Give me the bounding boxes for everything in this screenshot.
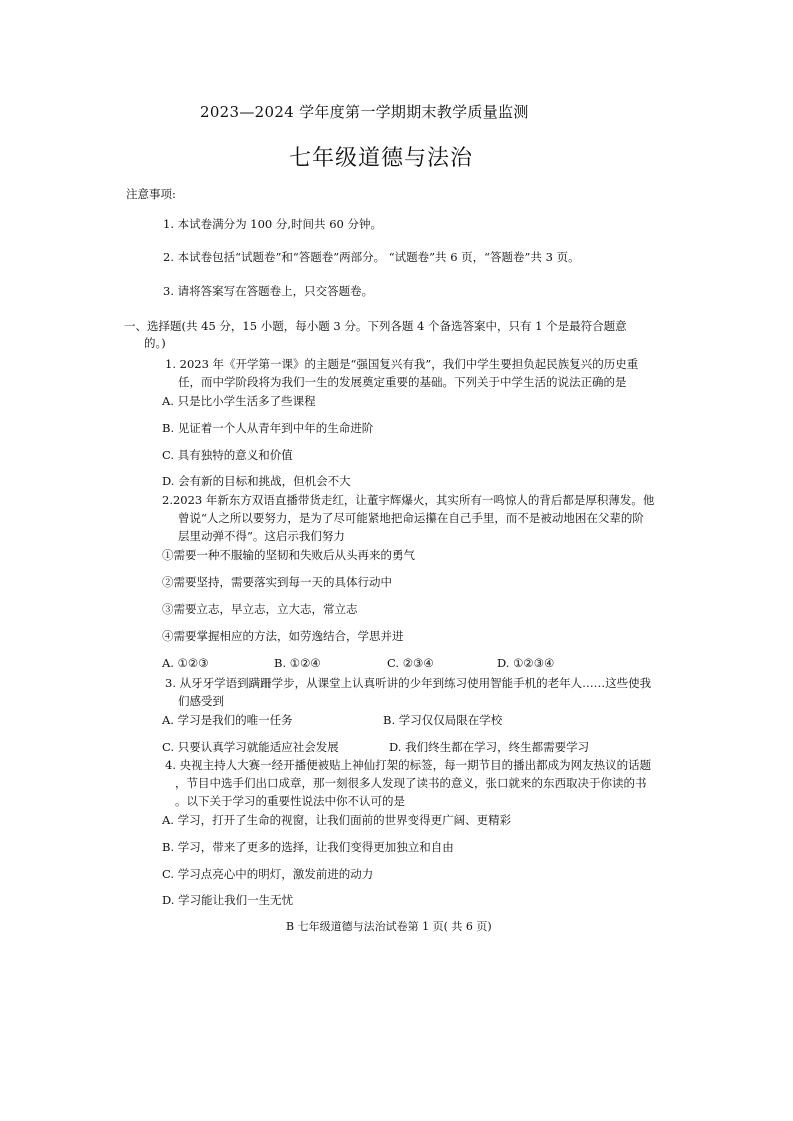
notice-item: 3. 请将答案写在答题卷上，只交答题卷。: [163, 284, 374, 298]
option-a: A. ①②③: [162, 656, 209, 670]
option-d: D. 我们终生都在学习，终生都需要学习: [389, 740, 590, 754]
page-footer: B 七年级道德与法治试卷第 1 页( 共 6 页): [286, 920, 492, 933]
section-heading: 一、选择题(共 45 分，15 小题，每小题 3 分。下列各题 4 个备选答案中，只有 1 个是最符合题意: [124, 319, 627, 333]
option-c: C. 只要认真学习就能适应社会发展: [162, 740, 339, 754]
question-stem: 3. 从牙牙学语到蹒跚学步，从课堂上认真听讲的少年到练习使用智能手机的老年人……这些使我: [165, 676, 652, 690]
question-stem: 1. 2023 年《开学第一课》的主题是“强国复兴有我”，我们中学生要担负起民族复兴的历史重: [165, 357, 639, 371]
question-stem: 任，而中学阶段将为我们一生的发展奠定重要的基础。下列关于中学生活的说法正确的是: [178, 375, 627, 389]
statement: ①需要一种不服输的坚韧和失败后从头再来的勇气: [162, 548, 415, 562]
option-c: C. 具有独特的意义和价值: [162, 448, 293, 462]
question-stem: 2.2023 年新东方双语直播带货走红，让董宇辉爆火，其实所有一鸣惊人的背后都是厚积薄发。他: [162, 493, 655, 507]
option-d: D. 学习能让我们一生无忧: [162, 893, 294, 907]
option-b: B. 见证着一个人从青年到中年的生命进阶: [162, 421, 374, 435]
question-stem: 层里动弹不得”。这启示我们努力: [178, 529, 345, 543]
option-a: A. 只是比小学生活多了些课程: [162, 394, 316, 408]
option-c: C. ②③④: [387, 656, 434, 670]
option-d: D. ①②③④: [497, 656, 555, 670]
notice-item: 2. 本试卷包括“试题卷”和“答题卷”两部分。 “试题卷”共 6 页，“答题卷”共 3 页。: [163, 250, 580, 264]
option-b: B. 学习，带来了更多的选择，让我们变得更加独立和自由: [162, 840, 454, 854]
page-title: 七年级道德与法治: [289, 146, 474, 171]
notice-heading: 注意事项:: [126, 187, 176, 201]
option-a: A. 学习，打开了生命的视窗，让我们面前的世界变得更广阔、更精彩: [162, 813, 512, 827]
question-stem: 们感受到: [178, 694, 224, 708]
statement: ③需要立志，早立志，立大志，常立志: [162, 602, 358, 616]
option-b: B. 学习仅仅局限在学校: [383, 713, 503, 727]
option-a: A. 学习是我们的唯一任务: [162, 713, 293, 727]
notice-item: 1. 本试卷满分为 100 分,时间共 60 分钟。: [163, 217, 382, 231]
question-stem: 4. 央视主持人大赛一经开播便被贴上神仙打架的标签，每一期节目的播出都成为网友热议的话题: [165, 758, 652, 772]
question-stem: 。以下关于学习的重要性说法中你不认可的是: [175, 794, 405, 808]
option-b: B. ①②④: [274, 656, 321, 670]
section-heading-cont: 的。): [144, 336, 166, 350]
exam-header: 2023—2024 学年度第一学期期末教学质量监测: [200, 103, 529, 121]
option-c: C. 学习点亮心中的明灯，激发前进的动力: [162, 867, 374, 881]
statement: ②需要坚持，需要落实到每一天的具体行动中: [162, 575, 392, 589]
statement: ④需要掌握相应的方法，如劳逸结合，学思并进: [162, 629, 404, 643]
option-d: D. 会有新的目标和挑战，但机会不大: [162, 474, 351, 488]
question-stem: 曾说“人之所以要努力，是为了尽可能紧地把命运攥在自己手里，而不是被动地困在父辈的阶: [178, 511, 644, 525]
question-stem: ，节目中选手们出口成章，那一刻很多人发现了读书的意义，张口就来的东西取决于你读的书: [175, 776, 647, 790]
